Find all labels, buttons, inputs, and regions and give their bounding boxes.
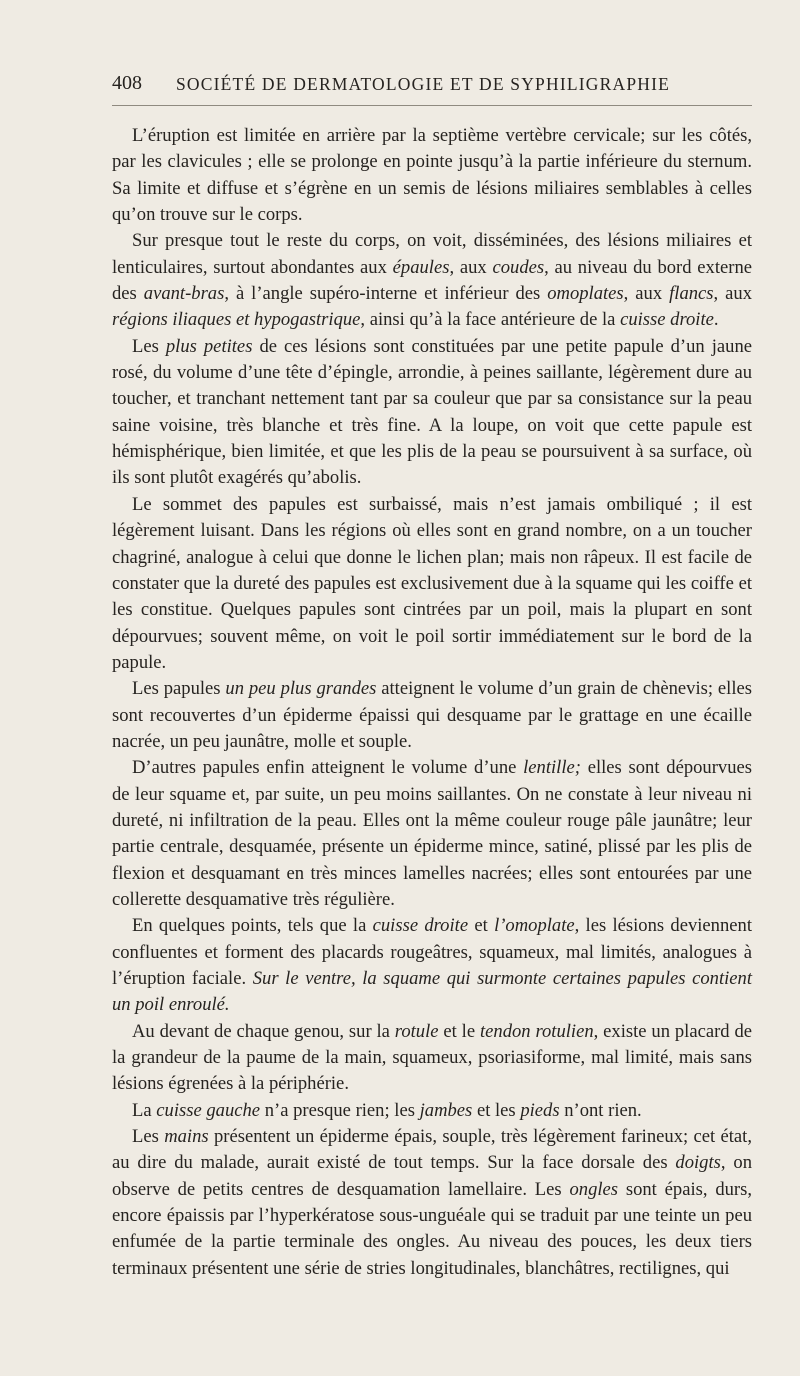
text-run: Les <box>132 1126 165 1148</box>
paragraph <box>112 228 752 333</box>
italic-run: coudes <box>492 256 545 278</box>
italic-run: l’omoplate <box>494 915 575 937</box>
text-run: . <box>713 309 719 331</box>
text-run: En quelques points, tels que la <box>132 915 373 937</box>
italic-run: Sur le ventre, la squame qui surmonte certaines papules contient un poil enroulé. <box>112 968 752 1016</box>
text-run: , on observe de petits centres de desquamation lamellaire. Les <box>112 1152 752 1200</box>
italic-run: cuisse droite <box>372 915 469 937</box>
italic-run: un peu plus grandes <box>225 678 377 700</box>
text-run: et <box>468 915 495 937</box>
italic-run: cuisse gauche <box>156 1099 261 1121</box>
text-run: Sur presque tout le reste du corps, on voit, disséminées, des lésions miliaires et lenticulaires, surtout abondantes aux <box>112 230 752 278</box>
italic-run: plus petites <box>165 335 253 357</box>
header-rule <box>112 105 752 106</box>
text-run: Les <box>132 335 166 357</box>
text-run: , aux <box>449 256 493 278</box>
text-run: , ainsi qu’à la face antérieure de la <box>360 309 621 331</box>
text-run: , aux <box>713 283 752 305</box>
paragraph <box>112 676 752 755</box>
text-run: , les lésions deviennent confluentes et forment des placards rougeâtres, squameux, mal limités, analogues à l’éruption faciale. <box>112 915 752 989</box>
text-run: , à l’angle supéro-interne et inférieur des <box>224 283 548 305</box>
italic-run: mains <box>164 1126 209 1148</box>
italic-run: cuisse droite <box>620 309 714 331</box>
paragraph <box>112 913 752 1018</box>
text-run: , aux <box>623 283 670 305</box>
paragraph <box>112 755 752 913</box>
paragraph <box>112 123 752 228</box>
page-header <box>112 72 752 100</box>
text-run: et le <box>438 1020 480 1042</box>
italic-run: omoplates <box>547 283 624 305</box>
text-run: Au devant de chaque genou, sur la <box>132 1020 395 1042</box>
text-run: atteignent le volume d’un grain de chènevis; elles sont recouvertes d’un épiderme épaissi qui desquame par le grattage en une écaille nacrée, un peu jaunâtre, molle et souple. <box>112 678 752 752</box>
text-run: D’autres papules enfin atteignent le volume d’une <box>132 757 524 779</box>
text-run: elles sont dépourvues de leur squame et, par suite, un peu moins saillantes. On ne constate à leur niveau ni dureté, ni infiltration de la peau. Elles ont la même couleur rouge pâle jaunâtre; leur partie centrale, desquamée, présente un épiderme mince, satiné, plissé par les plis de flexion et desquamant en très minces lamelles nacrées; elles sont entourées par une collerette desquamative très régulière. <box>112 757 752 910</box>
text-run: Les papules <box>132 678 226 700</box>
italic-run: flancs <box>669 283 714 305</box>
italic-run: doigts <box>675 1152 721 1174</box>
body-text <box>112 123 752 1282</box>
italic-run: lentille; <box>523 757 581 779</box>
italic-run: tendon rotulien <box>479 1020 594 1042</box>
text-run: L’éruption est limitée en arrière par la septième vertèbre cervicale; sur les côtés, par les clavicules ; elle se prolonge en pointe jusqu’à la partie inférieure du sternum. Sa limite et diffuse et s’égrène en un semis de lésions miliaires semblables à celles qu’on trouve sur le corps. <box>112 125 752 226</box>
paragraph <box>112 1098 752 1124</box>
paragraph <box>112 1019 752 1098</box>
text-run: sont épais, durs, encore épaissis par l’hyperkératose sous-unguéale qui se traduit par une teinte un peu enfumée de la partie terminale des ongles. Au niveau des pouces, les deux tiers terminaux présentent une série de stries longitudinales, blanchâtres, rectilignes, qui <box>112 1178 752 1279</box>
text-run: La <box>132 1099 157 1121</box>
text-run: de ces lésions sont constituées par une petite papule d’un jaune rosé, du volume d’une tête d’épingle, arrondie, à peines saillante, légèrement dure au toucher, et tranchant nettement tant par sa couleur que par sa consistance sur la peau saine voisine, très blanche et très fine. A la loupe, on voit que cette papule est hémisphérique, bien limitée, et que les plis de la peau se poursuivent à sa surface, où ils sont plutôt exagérés qu’abolis. <box>112 335 752 489</box>
italic-run: épaules <box>392 256 450 278</box>
text-run: , au niveau du bord externe des <box>112 256 753 305</box>
text-run: n’a presque rien; les <box>260 1099 420 1121</box>
italic-run: ongles <box>569 1178 619 1200</box>
text-run: et les <box>472 1099 521 1121</box>
page-number: 408 <box>112 72 142 94</box>
text-run: , existe un placard de la grandeur de la paume de la main, squameux, psoriasiforme, mal limité, mais sans lésions égrenées à la périphérie. <box>112 1020 752 1095</box>
text-run: présentent un épiderme épais, souple, très légèrement farineux; cet état, au dire du malade, aurait existé de tout temps. Sur la face dorsale des <box>112 1126 752 1174</box>
paragraph <box>112 334 752 492</box>
italic-run: régions iliaques et hypogastrique <box>112 309 361 331</box>
paragraph <box>112 1124 752 1282</box>
italic-run: pieds <box>520 1099 560 1121</box>
text-run: Le sommet des papules est surbaissé, mais n’est jamais ombiliqué ; il est légèrement luisant. Dans les régions où elles sont en grand nombre, on a un toucher chagriné, analogue à celui que donne le lichen plan; mais non râpeux. Il est facile de constater que la dureté des papules est exclusivement due à la squame qui les coiffe et les constitue. Quelques papules sont cintrées par un poil, mais la plupart en sont dépourvues; souvent même, on voit le poil sortir immédiatement sur le bord de la papule. <box>112 493 752 673</box>
italic-run: jambes <box>419 1099 473 1121</box>
running-head: SOCIÉTÉ DE DERMATOLOGIE ET DE SYPHILIGRAPHIE <box>176 74 671 94</box>
italic-run: rotule <box>394 1020 439 1042</box>
text-run: n’ont rien. <box>559 1099 642 1121</box>
paragraph <box>112 492 752 676</box>
italic-run: avant-bras <box>143 283 225 305</box>
